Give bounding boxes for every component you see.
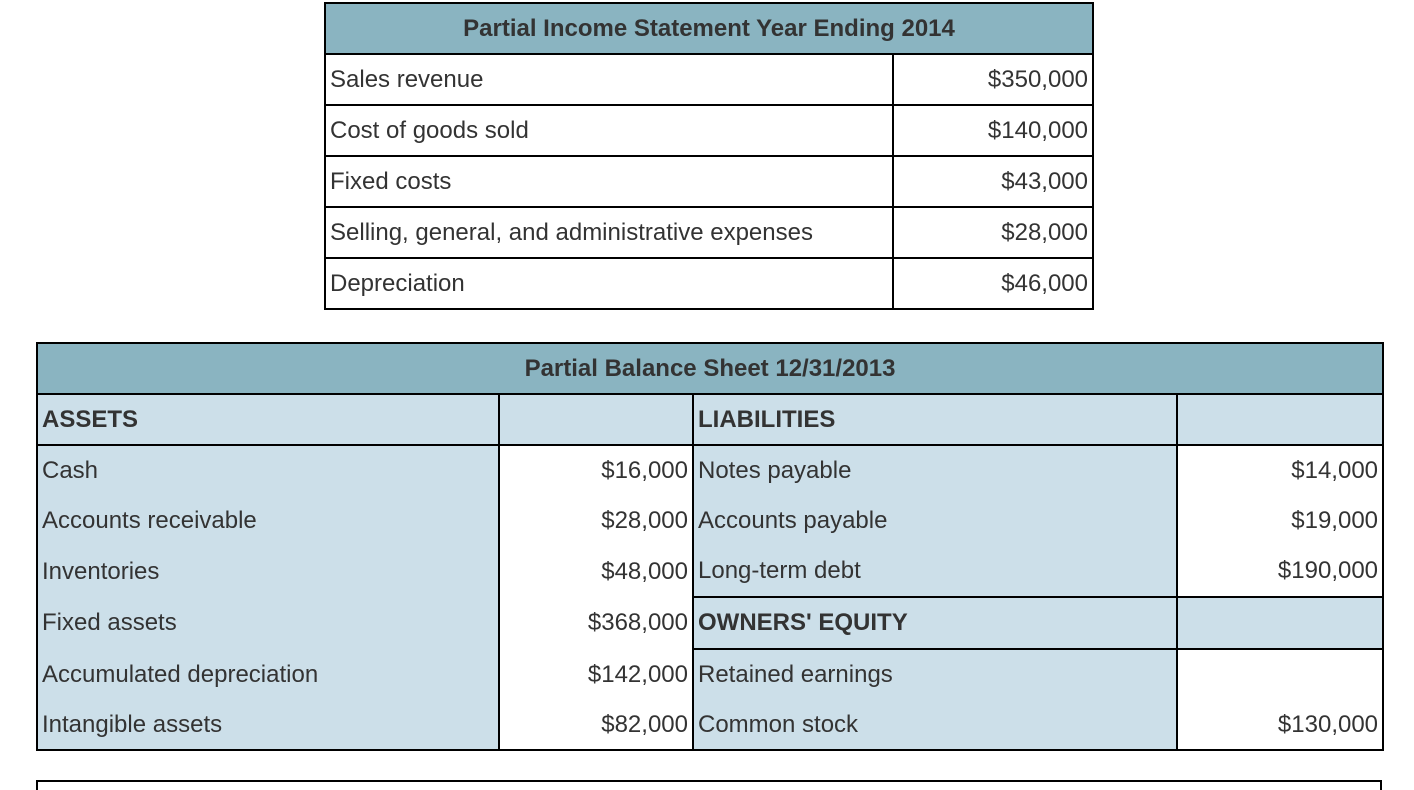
income-value: $46,000 bbox=[893, 258, 1093, 309]
asset-value: $16,000 bbox=[499, 445, 693, 496]
income-statement-table bbox=[324, 2, 1094, 310]
equity-value bbox=[1177, 649, 1383, 700]
asset-value: $48,000 bbox=[499, 546, 693, 597]
balance-sheet-title: Partial Balance Sheet 12/31/2013 bbox=[37, 343, 1383, 394]
liability-label: Accounts payable bbox=[693, 496, 1177, 546]
asset-value: $82,000 bbox=[499, 700, 693, 750]
assets-header: ASSETS bbox=[37, 394, 499, 445]
equity-header-value bbox=[1177, 597, 1383, 649]
balance-sheet-table bbox=[36, 342, 1384, 751]
liability-value: $19,000 bbox=[1177, 496, 1383, 546]
income-value: $140,000 bbox=[893, 105, 1093, 156]
liability-value: $190,000 bbox=[1177, 546, 1383, 597]
income-label: Sales revenue bbox=[325, 54, 893, 105]
asset-label: Intangible assets bbox=[37, 700, 499, 750]
equity-value: $130,000 bbox=[1177, 700, 1383, 750]
table-row bbox=[37, 649, 1383, 700]
liabilities-header: LIABILITIES bbox=[693, 394, 1177, 445]
asset-label: Accounts receivable bbox=[37, 496, 499, 546]
table-row bbox=[325, 258, 1093, 309]
table-row bbox=[37, 597, 1383, 649]
income-value: $350,000 bbox=[893, 54, 1093, 105]
income-label: Cost of goods sold bbox=[325, 105, 893, 156]
asset-label: Fixed assets bbox=[37, 597, 499, 649]
equity-header: OWNERS' EQUITY bbox=[693, 597, 1177, 649]
table-row bbox=[325, 156, 1093, 207]
asset-value: $142,000 bbox=[499, 649, 693, 700]
asset-label: Cash bbox=[37, 445, 499, 496]
equity-label: Common stock bbox=[693, 700, 1177, 750]
table-row bbox=[37, 496, 1383, 546]
assets-header-value bbox=[499, 394, 693, 445]
table-row bbox=[37, 546, 1383, 597]
liabilities-header-value bbox=[1177, 394, 1383, 445]
income-label: Depreciation bbox=[325, 258, 893, 309]
asset-label: Inventories bbox=[37, 546, 499, 597]
income-value: $28,000 bbox=[893, 207, 1093, 258]
liability-label: Notes payable bbox=[693, 445, 1177, 496]
table-row bbox=[325, 54, 1093, 105]
income-value: $43,000 bbox=[893, 156, 1093, 207]
equity-label: Retained earnings bbox=[693, 649, 1177, 700]
table-row bbox=[325, 207, 1093, 258]
table-row bbox=[325, 105, 1093, 156]
next-table-edge bbox=[36, 780, 1382, 790]
liability-label: Long-term debt bbox=[693, 546, 1177, 597]
liability-value: $14,000 bbox=[1177, 445, 1383, 496]
table-row bbox=[37, 445, 1383, 496]
income-statement-title: Partial Income Statement Year Ending 2014 bbox=[325, 3, 1093, 54]
table-row bbox=[37, 700, 1383, 750]
income-label: Fixed costs bbox=[325, 156, 893, 207]
asset-value: $28,000 bbox=[499, 496, 693, 546]
table-row bbox=[37, 394, 1383, 445]
asset-value: $368,000 bbox=[499, 597, 693, 649]
asset-label: Accumulated depreciation bbox=[37, 649, 499, 700]
income-label: Selling, general, and administrative expenses bbox=[325, 207, 893, 258]
